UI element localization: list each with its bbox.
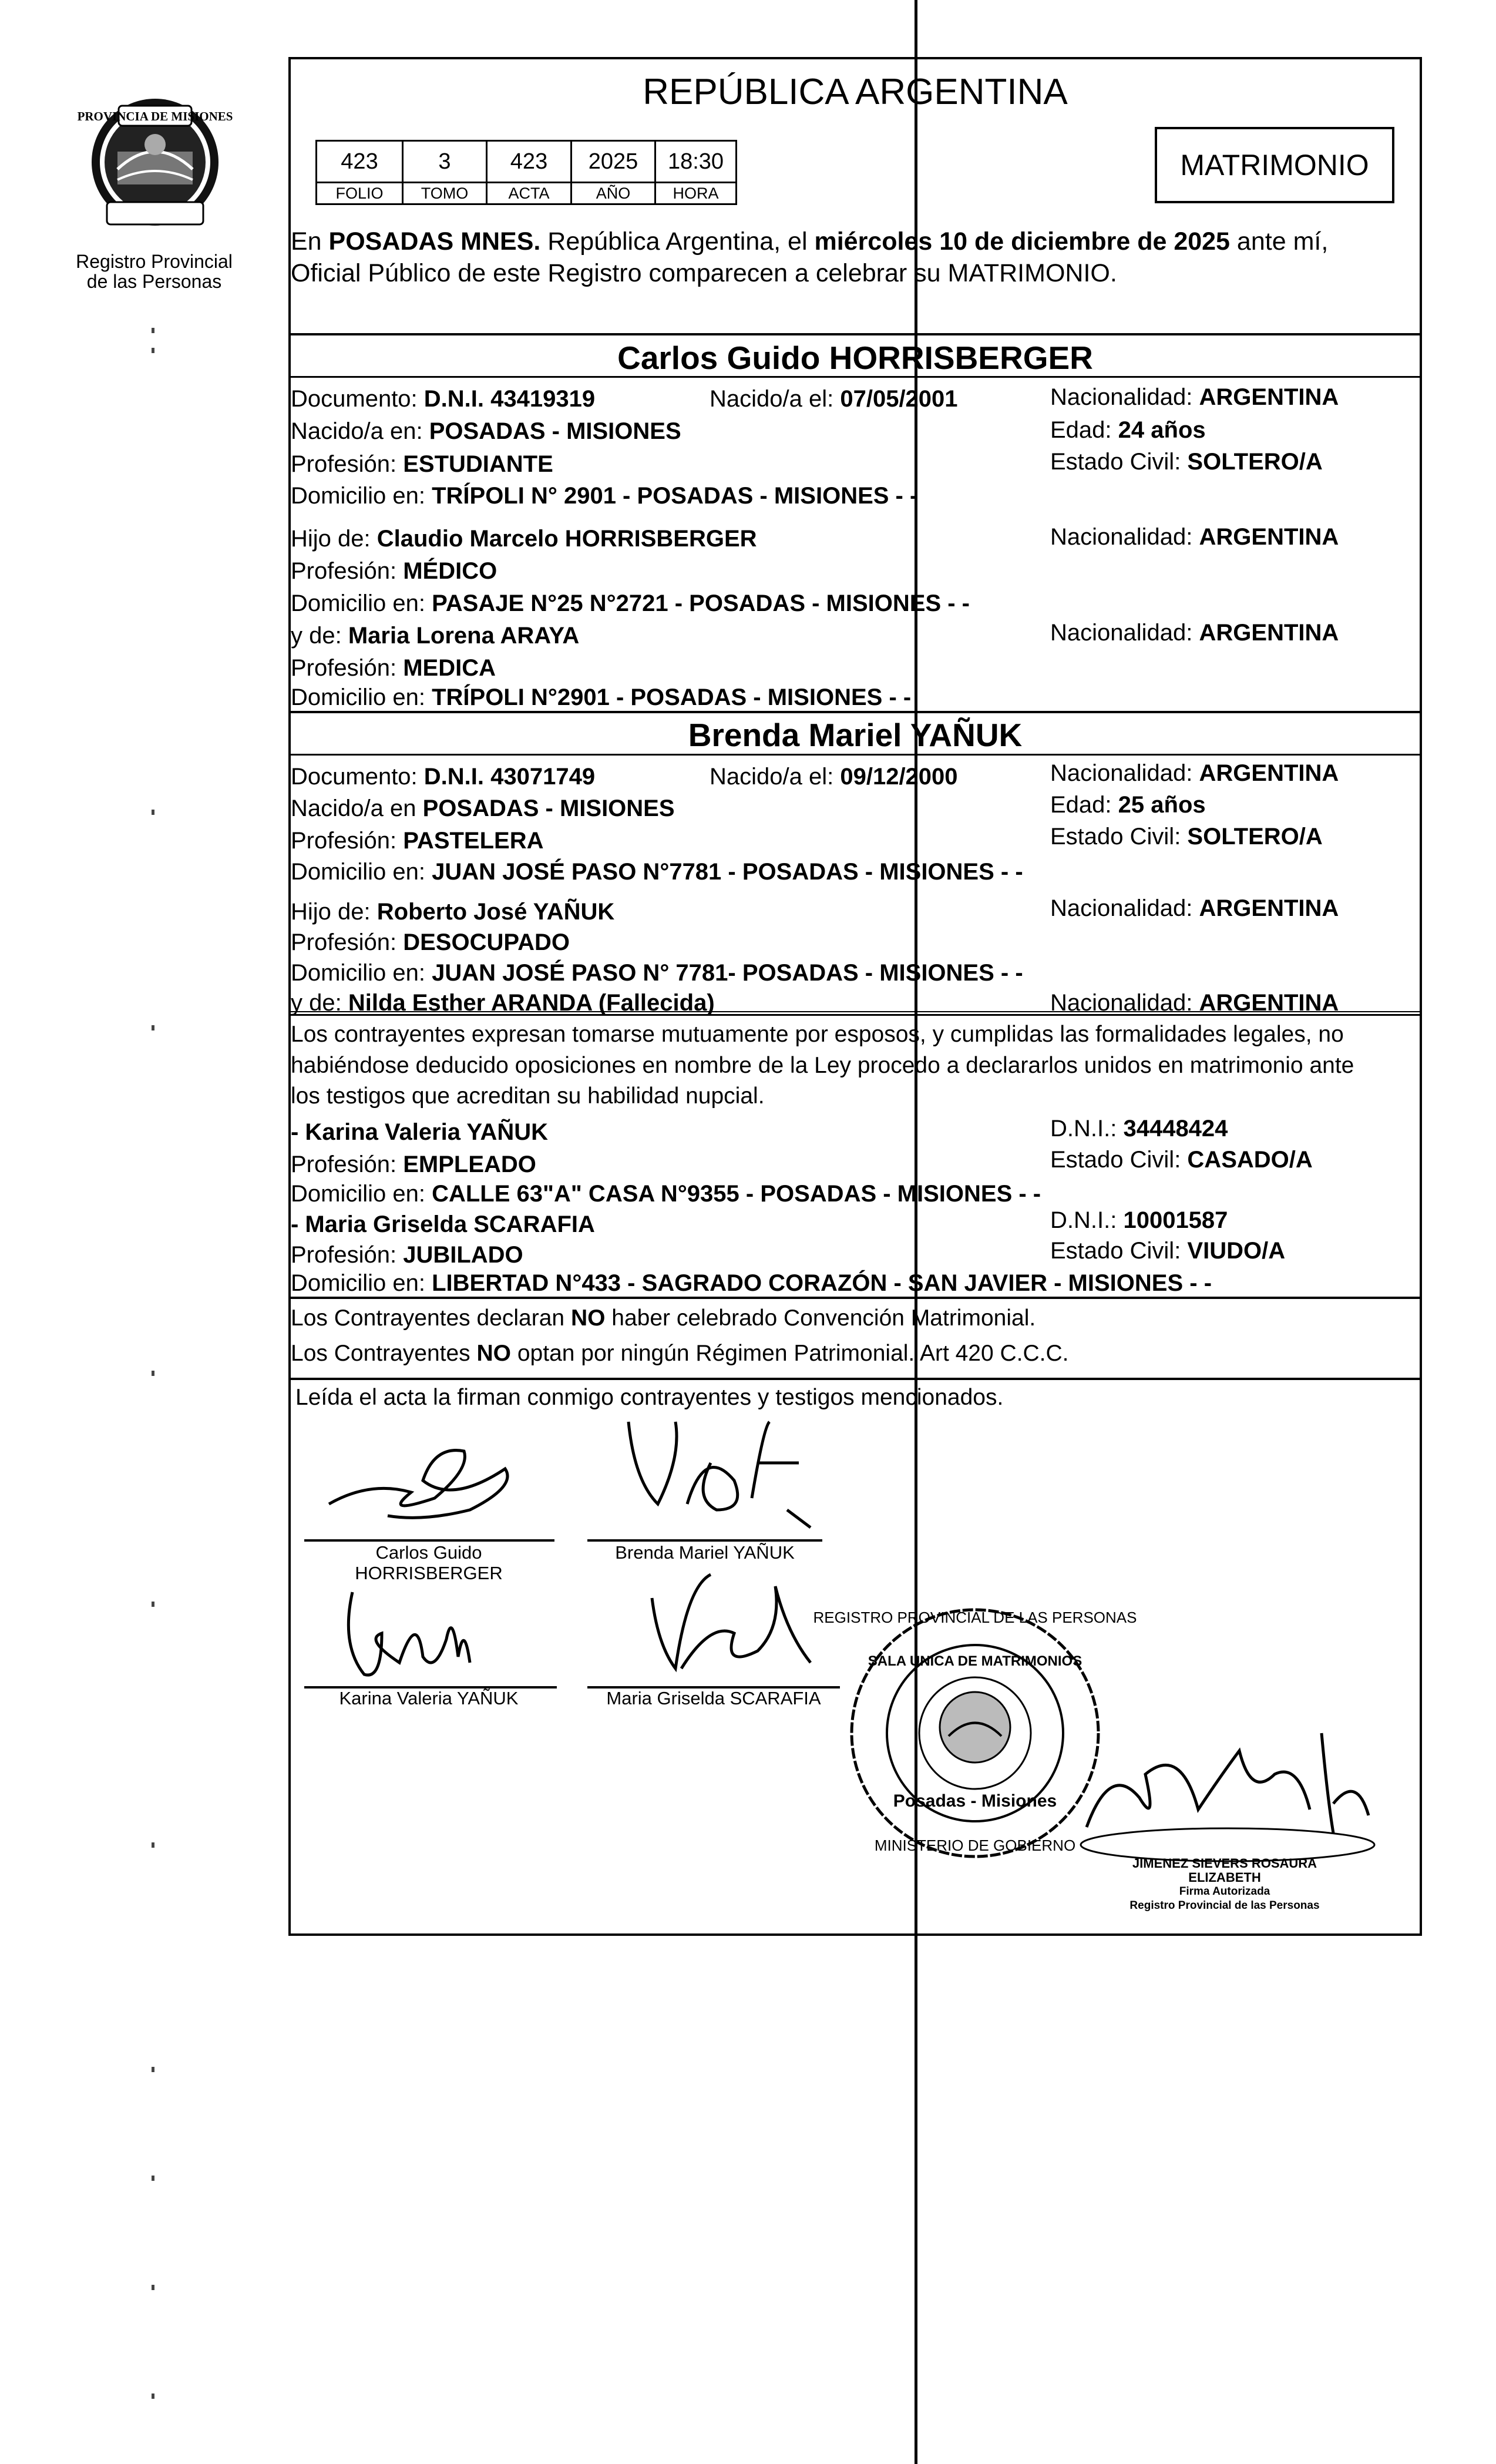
- signature-label-1a: Carlos Guido: [375, 1542, 482, 1563]
- spouse2-age: Edad: 25 años: [1050, 792, 1206, 818]
- divider-name1: [288, 376, 1422, 378]
- spouse1-doc: Documento: D.N.I. 43419319: [291, 386, 596, 412]
- spouse2-profession: Profesión: PASTELERA: [291, 828, 544, 854]
- signature-karina: [329, 1575, 482, 1692]
- official-role: Firma Autorizada: [1179, 1885, 1270, 1898]
- svg-text:PROVINCIA DE MISIONES: PROVINCIA DE MISIONES: [77, 109, 233, 123]
- spouse1-name: Carlos Guido HORRISBERGER: [617, 340, 1093, 376]
- spouse1-born: Nacido/a el: 07/05/2001: [710, 386, 958, 412]
- official-signature: [1075, 1727, 1392, 1862]
- official-block: [1098, 1857, 1351, 1913]
- signature-line-1: [304, 1539, 554, 1542]
- witness1-civil-status: Estado Civil: CASADO/A: [1050, 1147, 1313, 1173]
- declaration-line3: los testigos que acreditan su habilidad nupcial.: [291, 1083, 765, 1109]
- spouse1-mother: y de: Maria Lorena ARAYA: [291, 623, 580, 649]
- spouse2-nationality: Nacionalidad: ARGENTINA: [1050, 760, 1339, 786]
- divider-signatures: [288, 1378, 1422, 1380]
- spouse2-father-profession: Profesión: DESOCUPADO: [291, 929, 570, 955]
- spouse1-profession: Profesión: ESTUDIANTE: [291, 451, 553, 477]
- svg-text:SALA UNICA DE MATRIMONIOS: SALA UNICA DE MATRIMONIOS: [868, 1653, 1083, 1669]
- folio-label: FOLIO: [317, 183, 403, 204]
- convention-line2: Los Contrayentes NO optan por ningún Régimen Patrimonial. Art 420 C.C.C.: [291, 1341, 1069, 1366]
- declaration-line1: Los contrayentes expresan tomarse mutuamente por esposos, y cumplidas las formalidades legales, no: [291, 1022, 1344, 1047]
- tomo-label: TOMO: [403, 183, 487, 204]
- spouse2-birthplace: Nacido/a en POSADAS - MISIONES: [291, 795, 675, 821]
- spouse1-father-profession: Profesión: MÉDICO: [291, 558, 497, 584]
- intro-line1: En POSADAS MNES. República Argentina, el miércoles 10 de diciembre de 2025 ante mí,: [291, 227, 1329, 256]
- spouse2-doc: Documento: D.N.I. 43071749: [291, 764, 596, 790]
- witness1-profession: Profesión: EMPLEADO: [291, 1152, 536, 1177]
- official-stamp: [813, 1604, 1137, 1862]
- witness2-civil-status: Estado Civil: VIUDO/A: [1050, 1238, 1286, 1264]
- svg-text:Posadas - Misiones: Posadas - Misiones: [893, 1791, 1057, 1811]
- record-numbers-table: [315, 140, 737, 205]
- declaration-line2: habiéndose deducido oposiciones en nombre de la Ley procedo a declararlos unidos en matrimonio ante: [291, 1053, 1354, 1078]
- spouse2-born: Nacido/a el: 09/12/2000: [710, 764, 958, 790]
- signature-label-4: Maria Griselda SCARAFIA: [606, 1688, 821, 1708]
- witness1-dni: D.N.I.: 34448424: [1050, 1116, 1228, 1142]
- spouse1-civil-status: Estado Civil: SOLTERO/A: [1050, 449, 1323, 475]
- witness1-name: - Karina Valeria YAÑUK: [291, 1119, 548, 1145]
- signature-label-1b: HORRISBERGER: [355, 1563, 503, 1583]
- spouse1-mother-address: Domicilio en: TRÍPOLI N°2901 - POSADAS - MISIONES - -: [291, 684, 912, 710]
- spouse2-father: Hijo de: Roberto José YAÑUK: [291, 899, 615, 925]
- anio-value: 2025: [571, 141, 655, 183]
- spouse2-address: Domicilio en: JUAN JOSÉ PASO N°7781 - POSADAS - MISIONES - -: [291, 859, 1023, 885]
- record-type-box: [1155, 127, 1394, 203]
- hora-value: 18:30: [655, 141, 737, 183]
- witness2-dni: D.N.I.: 10001587: [1050, 1207, 1228, 1233]
- svg-text:REGISTRO PROVINCIAL DE LAS PER: REGISTRO PROVINCIAL DE LAS PERSONAS: [813, 1609, 1137, 1626]
- tomo-value: 3: [403, 141, 487, 183]
- divider-name2: [288, 754, 1422, 756]
- signature-line-2: [587, 1539, 822, 1542]
- acta-value: 423: [487, 141, 571, 183]
- official-name: JIMENEZ SIEVERS ROSAURA ELIZABETH: [1132, 1856, 1317, 1885]
- intro-line2: Oficial Público de este Registro comparecen a celebrar su MATRIMONIO.: [291, 259, 1117, 287]
- spouse2-mother-nationality: Nacionalidad: ARGENTINA: [1050, 990, 1339, 1016]
- witness1-address: Domicilio en: CALLE 63"A" CASA N°9355 - POSADAS - MISIONES - -: [291, 1181, 1041, 1207]
- convention-line1: Los Contrayentes declaran NO haber celebrado Convención Matrimonial.: [291, 1305, 1036, 1331]
- signature-brenda: [611, 1410, 822, 1533]
- logo-caption: Registro Provincial de las Personas: [76, 251, 233, 292]
- closing-text: Leída el acta la firman conmigo contrayentes y testigos mencionados.: [295, 1385, 1004, 1410]
- spouse2-mother: y de: Nilda Esther ARANDA (Fallecida): [291, 990, 715, 1016]
- spouse2-name: Brenda Mariel YAÑUK: [688, 717, 1023, 753]
- record-type: MATRIMONIO: [1180, 149, 1369, 182]
- spouse2-father-nationality: Nacionalidad: ARGENTINA: [1050, 895, 1339, 921]
- spouse1-mother-profession: Profesión: MEDICA: [291, 655, 496, 681]
- official-office: Registro Provincial de las Personas: [1129, 1899, 1320, 1912]
- signature-label-3: Karina Valeria YAÑUK: [339, 1688, 519, 1708]
- registry-logo: [77, 93, 233, 251]
- spouse1-father-address: Domicilio en: PASAJE N°25 N°2721 - POSADAS - MISIONES - -: [291, 590, 970, 616]
- witness2-profession: Profesión: JUBILADO: [291, 1242, 523, 1268]
- spouse2-civil-status: Estado Civil: SOLTERO/A: [1050, 824, 1323, 850]
- svg-text:MINISTERIO DE GOBIERNO: MINISTERIO DE GOBIERNO: [874, 1837, 1076, 1854]
- acta-label: ACTA: [487, 183, 571, 204]
- signature-carlos: [317, 1434, 540, 1533]
- spouse1-father-nationality: Nacionalidad: ARGENTINA: [1050, 524, 1339, 550]
- page-title: REPÚBLICA ARGENTINA: [643, 72, 1068, 112]
- signature-label-2: Brenda Mariel YAÑUK: [615, 1542, 795, 1563]
- spouse1-mother-nationality: Nacionalidad: ARGENTINA: [1050, 620, 1339, 646]
- witness2-name: - Maria Griselda SCARAFIA: [291, 1211, 595, 1237]
- anio-label: AÑO: [571, 183, 655, 204]
- spouse1-birthplace: Nacido/a en: POSADAS - MISIONES: [291, 418, 681, 444]
- spouse1-nationality: Nacionalidad: ARGENTINA: [1050, 384, 1339, 410]
- witness2-address: Domicilio en: LIBERTAD N°433 - SAGRADO CORAZÓN - SAN JAVIER - MISIONES - -: [291, 1270, 1212, 1296]
- spouse1-age: Edad: 24 años: [1050, 417, 1206, 443]
- hora-label: HORA: [655, 183, 737, 204]
- divider-header: [288, 333, 1422, 335]
- spouse2-father-address: Domicilio en: JUAN JOSÉ PASO N° 7781- POSADAS - MISIONES - -: [291, 960, 1023, 986]
- spouse1-address: Domicilio en: TRÍPOLI N° 2901 - POSADAS - MISIONES - -: [291, 483, 918, 509]
- spouse1-father: Hijo de: Claudio Marcelo HORRISBERGER: [291, 526, 757, 552]
- folio-value: 423: [317, 141, 403, 183]
- underline: [288, 1011, 1422, 1012]
- signature-maria: [640, 1563, 816, 1686]
